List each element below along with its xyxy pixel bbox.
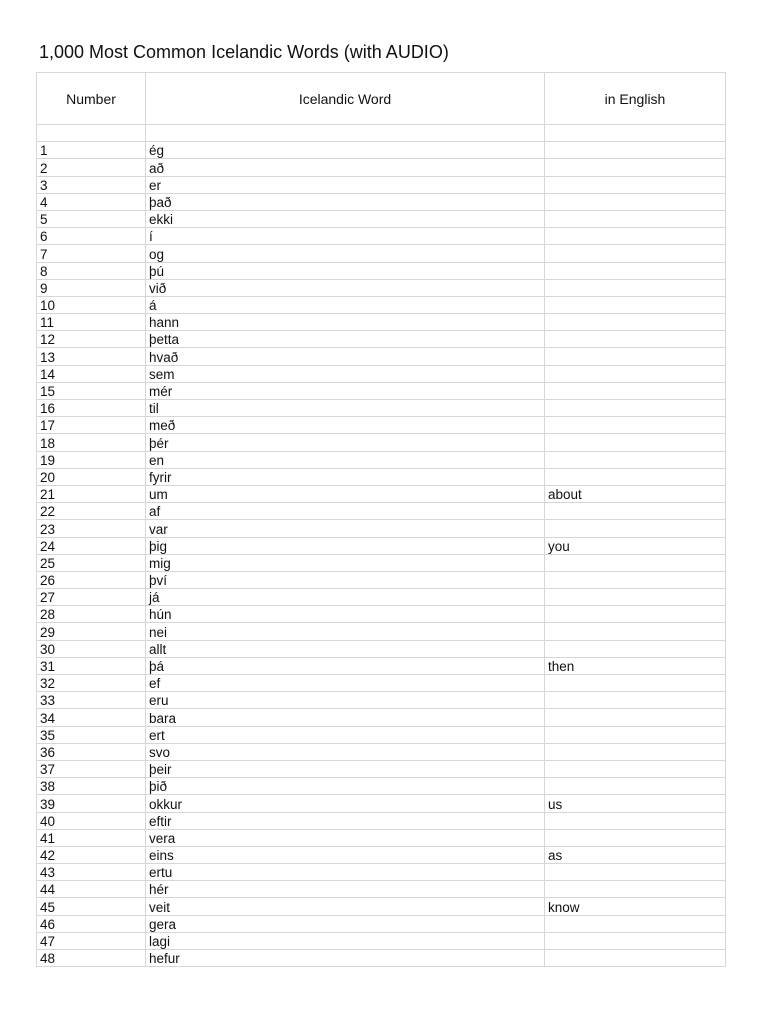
cell-icelandic-word: til [146,400,545,417]
cell-icelandic-word: en [146,451,545,468]
table-row [37,296,726,313]
cell-icelandic-word: lagi [146,932,545,949]
cell-english [545,434,726,451]
table-row [37,331,726,348]
table-row [37,898,726,915]
cell-icelandic-word: um [146,485,545,502]
cell-english: as [545,846,726,863]
cell-number: 29 [37,623,146,640]
cell-number: 13 [37,348,146,365]
spacer-cell [37,125,146,142]
cell-number: 10 [37,296,146,313]
cell-number: 48 [37,950,146,967]
cell-english [545,365,726,382]
table-row [37,950,726,967]
cell-icelandic-word: þetta [146,331,545,348]
cell-number: 15 [37,382,146,399]
table-row [37,778,726,795]
cell-english [545,451,726,468]
column-header-icelandic-word: Icelandic Word [146,73,545,125]
cell-number: 31 [37,657,146,674]
cell-number: 42 [37,846,146,863]
cell-english: us [545,795,726,812]
cell-english [545,640,726,657]
cell-icelandic-word: nei [146,623,545,640]
table-row [37,709,726,726]
cell-icelandic-word: af [146,503,545,520]
cell-english [545,296,726,313]
table-row [37,417,726,434]
header-spacer-row [37,125,726,142]
cell-number: 25 [37,554,146,571]
cell-icelandic-word: hefur [146,950,545,967]
cell-icelandic-word: okkur [146,795,545,812]
cell-number: 16 [37,400,146,417]
cell-english [545,382,726,399]
cell-english [545,417,726,434]
cell-icelandic-word: ef [146,675,545,692]
cell-number: 40 [37,812,146,829]
table-row [37,589,726,606]
table-row [37,657,726,674]
cell-icelandic-word: mig [146,554,545,571]
table-row [37,795,726,812]
cell-english [545,142,726,159]
cell-english [545,279,726,296]
cell-english [545,193,726,210]
cell-number: 39 [37,795,146,812]
cell-icelandic-word: ert [146,726,545,743]
table-row [37,743,726,760]
cell-icelandic-word: ekki [146,210,545,227]
cell-number: 32 [37,675,146,692]
table-row [37,554,726,571]
cell-icelandic-word: að [146,159,545,176]
cell-english [545,915,726,932]
column-header-number: Number [37,73,146,125]
table-row [37,228,726,245]
cell-icelandic-word: á [146,296,545,313]
cell-icelandic-word: ég [146,142,545,159]
table-row [37,365,726,382]
table-row [37,210,726,227]
cell-english [545,503,726,520]
cell-icelandic-word: eins [146,846,545,863]
cell-english [545,743,726,760]
cell-number: 37 [37,760,146,777]
cell-english [545,159,726,176]
cell-number: 38 [37,778,146,795]
table-row [37,503,726,520]
cell-icelandic-word: hún [146,606,545,623]
cell-number: 47 [37,932,146,949]
table-row [37,692,726,709]
table-row [37,864,726,881]
cell-number: 44 [37,881,146,898]
table-row [37,159,726,176]
table-row [37,829,726,846]
cell-icelandic-word: þig [146,537,545,554]
cell-icelandic-word: í [146,228,545,245]
cell-english: then [545,657,726,674]
cell-english [545,606,726,623]
cell-icelandic-word: þið [146,778,545,795]
table-row [37,932,726,949]
table-row [37,726,726,743]
cell-english [545,400,726,417]
cell-number: 6 [37,228,146,245]
cell-english [545,829,726,846]
cell-number: 46 [37,915,146,932]
cell-english [545,571,726,588]
cell-number: 41 [37,829,146,846]
cell-english [545,468,726,485]
cell-number: 23 [37,520,146,537]
word-table [36,72,726,967]
table-row [37,262,726,279]
table-row [37,812,726,829]
cell-english [545,778,726,795]
cell-english [545,245,726,262]
cell-english [545,331,726,348]
cell-icelandic-word: er [146,176,545,193]
cell-number: 30 [37,640,146,657]
cell-icelandic-word: þér [146,434,545,451]
cell-number: 19 [37,451,146,468]
header-row [37,73,726,125]
table-row [37,915,726,932]
cell-number: 26 [37,571,146,588]
cell-english: know [545,898,726,915]
cell-number: 2 [37,159,146,176]
cell-icelandic-word: því [146,571,545,588]
table-row [37,245,726,262]
cell-icelandic-word: með [146,417,545,434]
table-row [37,760,726,777]
spacer-cell [545,125,726,142]
cell-icelandic-word: eru [146,692,545,709]
cell-number: 43 [37,864,146,881]
cell-english [545,623,726,640]
cell-icelandic-word: ertu [146,864,545,881]
cell-number: 35 [37,726,146,743]
table-row [37,881,726,898]
cell-english: you [545,537,726,554]
cell-number: 9 [37,279,146,296]
cell-english [545,262,726,279]
table-row [37,176,726,193]
table-row [37,606,726,623]
cell-english [545,932,726,949]
cell-icelandic-word: við [146,279,545,296]
cell-icelandic-word: svo [146,743,545,760]
cell-icelandic-word: mér [146,382,545,399]
table-row [37,400,726,417]
cell-icelandic-word: veit [146,898,545,915]
word-table-body [37,142,726,967]
table-row [37,279,726,296]
cell-icelandic-word: var [146,520,545,537]
cell-number: 24 [37,537,146,554]
cell-icelandic-word: það [146,193,545,210]
cell-number: 14 [37,365,146,382]
cell-icelandic-word: sem [146,365,545,382]
cell-icelandic-word: hér [146,881,545,898]
cell-icelandic-word: gera [146,915,545,932]
cell-number: 36 [37,743,146,760]
cell-english [545,675,726,692]
cell-icelandic-word: og [146,245,545,262]
cell-number: 28 [37,606,146,623]
table-row [37,675,726,692]
cell-number: 17 [37,417,146,434]
cell-number: 1 [37,142,146,159]
cell-icelandic-word: þú [146,262,545,279]
cell-number: 18 [37,434,146,451]
cell-number: 27 [37,589,146,606]
cell-icelandic-word: allt [146,640,545,657]
cell-number: 12 [37,331,146,348]
table-row [37,520,726,537]
cell-number: 5 [37,210,146,227]
cell-english [545,881,726,898]
table-row [37,451,726,468]
cell-number: 7 [37,245,146,262]
table-row [37,193,726,210]
cell-icelandic-word: fyrir [146,468,545,485]
table-row [37,485,726,502]
cell-english [545,210,726,227]
cell-english [545,348,726,365]
cell-english [545,709,726,726]
table-row [37,348,726,365]
table-row [37,142,726,159]
cell-number: 11 [37,314,146,331]
table-row [37,623,726,640]
cell-icelandic-word: þá [146,657,545,674]
table-row [37,640,726,657]
cell-icelandic-word: já [146,589,545,606]
cell-english [545,760,726,777]
cell-english [545,726,726,743]
cell-english [545,950,726,967]
cell-icelandic-word: eftir [146,812,545,829]
cell-icelandic-word: hvað [146,348,545,365]
cell-english [545,864,726,881]
table-row [37,537,726,554]
cell-english [545,314,726,331]
cell-english [545,176,726,193]
cell-english [545,520,726,537]
cell-number: 20 [37,468,146,485]
cell-icelandic-word: vera [146,829,545,846]
table-row [37,846,726,863]
cell-number: 21 [37,485,146,502]
cell-english [545,812,726,829]
cell-english [545,228,726,245]
cell-icelandic-word: hann [146,314,545,331]
spacer-cell [146,125,545,142]
cell-number: 34 [37,709,146,726]
cell-number: 4 [37,193,146,210]
column-header-english: in English [545,73,726,125]
cell-icelandic-word: þeir [146,760,545,777]
cell-number: 22 [37,503,146,520]
table-row [37,382,726,399]
cell-english [545,554,726,571]
table-row [37,434,726,451]
cell-number: 33 [37,692,146,709]
page-title: 1,000 Most Common Icelandic Words (with AUDIO) [39,42,449,62]
cell-english: about [545,485,726,502]
cell-number: 45 [37,898,146,915]
cell-number: 8 [37,262,146,279]
table-row [37,468,726,485]
table-row [37,314,726,331]
cell-icelandic-word: bara [146,709,545,726]
table-row [37,571,726,588]
cell-number: 3 [37,176,146,193]
cell-english [545,692,726,709]
cell-english [545,589,726,606]
